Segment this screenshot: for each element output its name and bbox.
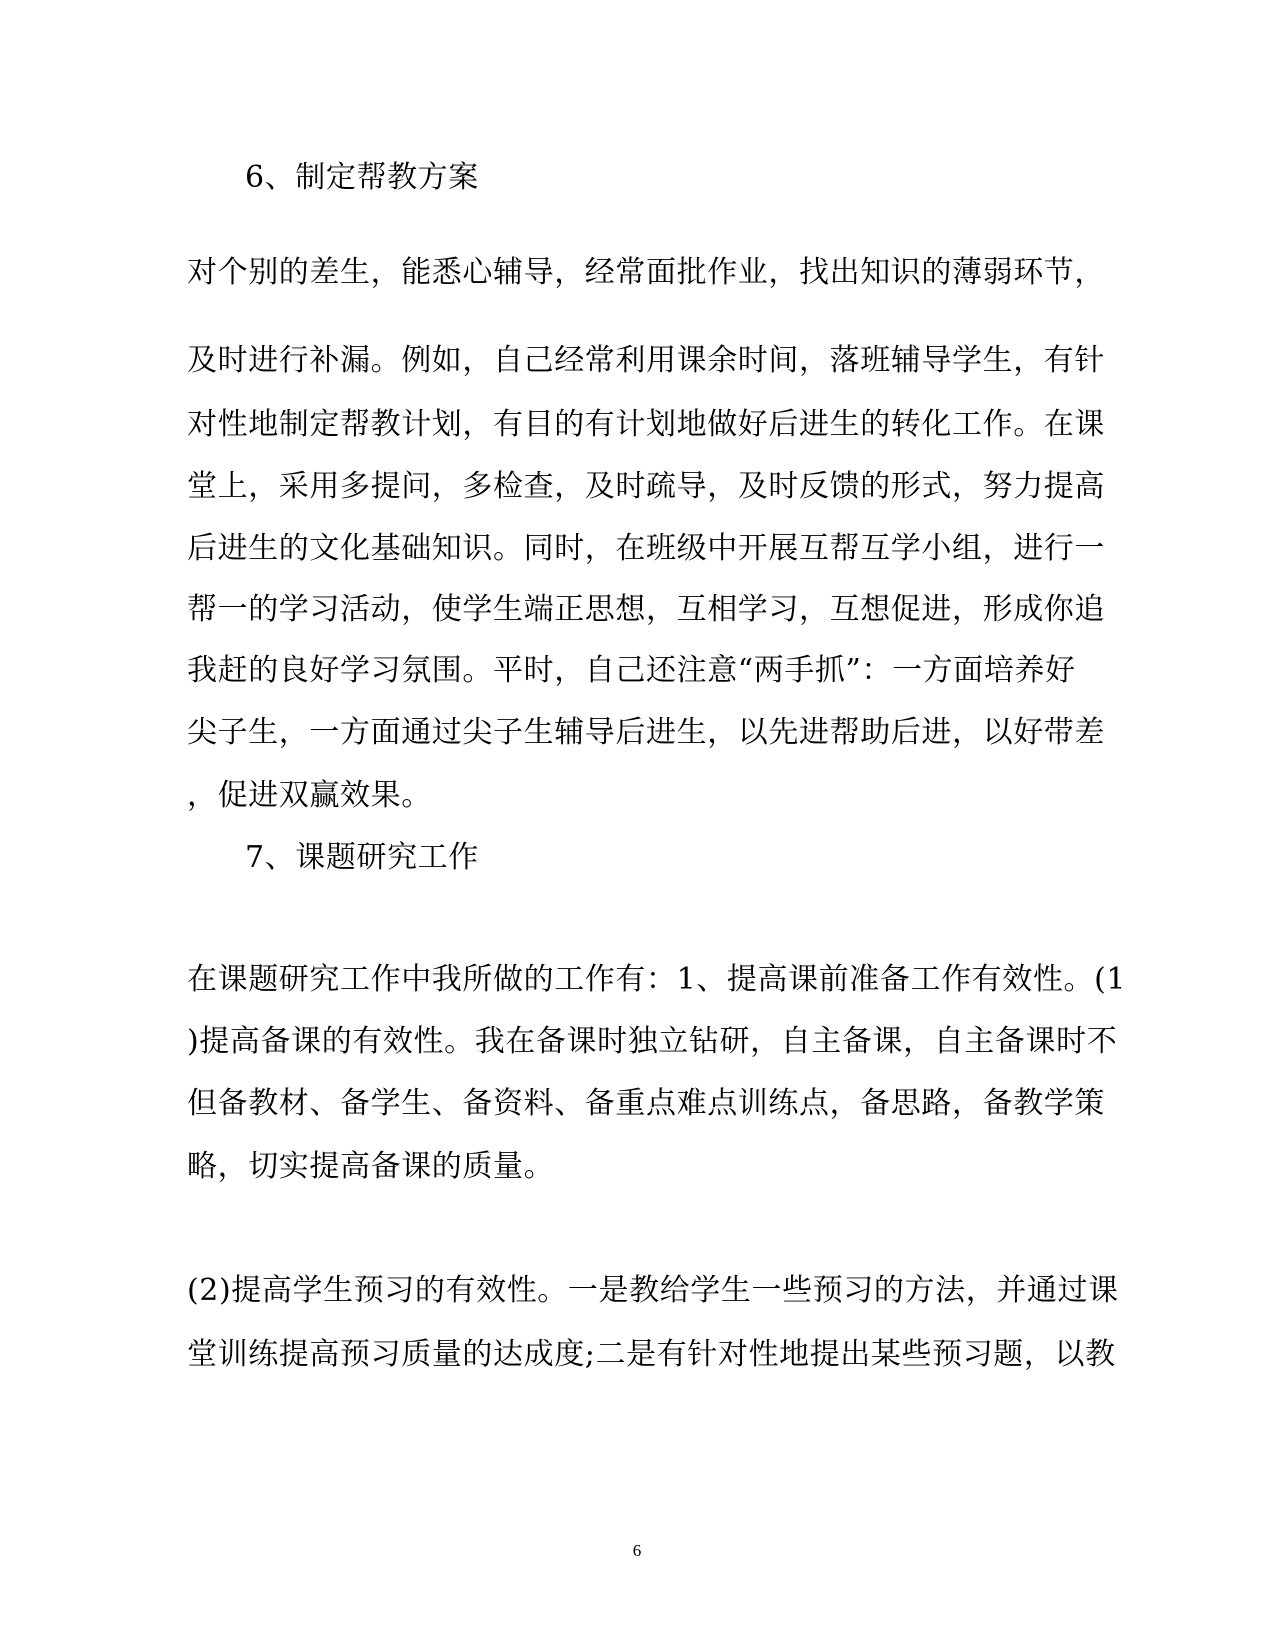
- paragraph-line: 及时进行补漏。例如，自己经常利用课余时间，落班辅导学生，有针: [187, 343, 1105, 378]
- page-number: 6: [632, 1541, 642, 1560]
- paragraph-line: 堂训练提高预习质量的达成度;二是有针对性地提出某些预习题，以教: [187, 1337, 1116, 1372]
- paragraph-line: 堂上，采用多提问，多检查，及时疏导，及时反馈的形式，努力提高: [187, 469, 1105, 504]
- paragraph-line: )提高备课的有效性。我在备课时独立钻研，自主备课，自主备课时不: [187, 1024, 1118, 1059]
- paragraph-line: 后进生的文化基础知识。同时，在班级中开展互帮互学小组，进行一: [187, 531, 1105, 566]
- section-7-heading: 7、课题研究工作: [245, 840, 479, 875]
- paragraph-line: 略，切实提高备课的质量。: [187, 1149, 555, 1184]
- paragraph-line: (2)提高学生预习的有效性。一是教给学生一些预习的方法，并通过课: [187, 1273, 1119, 1308]
- paragraph-line: 帮一的学习活动，使学生端正思想，互相学习，互想促进，形成你追: [187, 592, 1105, 627]
- paragraph-line: 我赶的良好学习氛围。平时，自己还注意“两手抓”：一方面培养好: [187, 653, 1076, 688]
- paragraph-line: 但备教材、备学生、备资料、备重点难点训练点，备思路，备教学策: [187, 1086, 1105, 1121]
- section-6-heading: 6、制定帮教方案: [245, 160, 479, 195]
- paragraph-line: 对性地制定帮教计划，有目的有计划地做好后进生的转化工作。在课: [187, 407, 1105, 442]
- paragraph-line: ，促进双赢效果。: [187, 778, 432, 813]
- paragraph-line: 对个别的差生，能悉心辅导，经常面批作业，找出知识的薄弱环节，: [187, 255, 1105, 290]
- paragraph-line: 在课题研究工作中我所做的工作有：1、提高课前准备工作有效性。(1: [187, 962, 1127, 997]
- paragraph-line: 尖子生，一方面通过尖子生辅导后进生，以先进帮助后进，以好带差: [187, 715, 1105, 750]
